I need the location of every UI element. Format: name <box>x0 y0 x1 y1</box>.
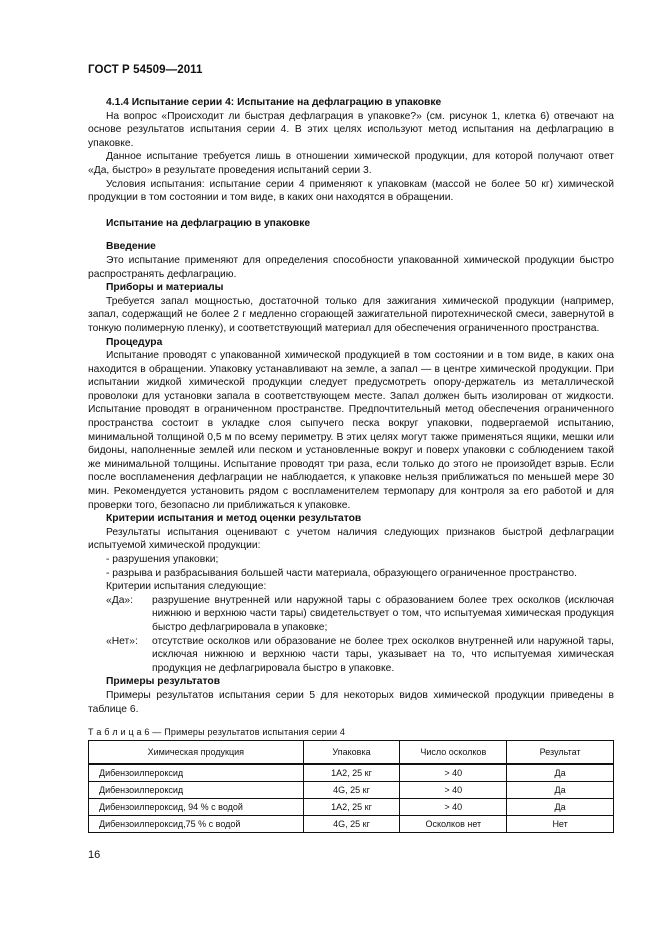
cell-result: Да <box>507 782 614 799</box>
column-header: Число осколков <box>400 741 507 765</box>
page-number: 16 <box>88 849 101 861</box>
table-caption: Т а б л и ц а 6 — Примеры результатов испытания серии 4 <box>88 727 346 737</box>
cell-packaging: 1A2, 25 кг <box>303 799 400 816</box>
table-row <box>89 816 614 833</box>
cell-fragments: > 40 <box>400 764 507 782</box>
criteria-list-intro: Критерии испытания следующие: <box>106 581 267 593</box>
examples-heading: Примеры результатов <box>106 676 221 688</box>
procedure-text: Испытание проводят с упакованной химической продукцией в том состоянии и в том виде, в каких она находится в обращении. Упаковку устанавливают на земле, а запал — в центре химической продукции. При испытании жидкой химической продукции следует предусмотреть опору-держатель из металлической проволоки для установки запала в соответствующем месте. Запал должен быть изолирован от жидкости. Испытание проводят в ограниченном пространстве. Предпочтительный метод обеспечения ограниченного пространства состоит в укладке слоя сыпучего песка вокруг упаковки, подвергаемой испытанию, минимальной толщиной 0,5 м по всему периметру. В этих целях могут также применяться ящики, мешки или бидоны, наполненные землей или песком и установленные вокруг и поверх упаковки с соблюдением такой же минимальной толщины. Испытание проводят три раза, если только до этого не произойдет взрыв. Если после воспламенения дефлаграции не наблюдается, к упаковке нельзя приближаться по меньшей мере 30 мин. Рекомендуется установить рядом с воспламенителем термопару для контроля за его работой и для проверки того, безопасно ли приближаться к упаковке. <box>88 350 614 511</box>
intro-heading: Введение <box>106 241 156 253</box>
intro-text: Это испытание применяют для определения способности упакованной химической продукции быстро распространять дефлаграцию. <box>88 254 614 280</box>
cell-packaging: 4G, 25 кг <box>303 816 400 833</box>
cell-result: Да <box>507 799 614 816</box>
materials-text: Требуется запал мощностью, достаточной только для зажигания химической продукции (например, запал, содержащий не более 2 г медленно сгорающей зажигательной пиротехнической смеси, завернутой в тонкую полимерную пленку), и соответствующий материал для обеспечения ограниченного пространства. <box>88 295 614 334</box>
criteria-item: - разрыва и разбрасывания большей части материала, образующего ограниченное пространство. <box>106 567 577 579</box>
cell-product: Дибензоилпероксид, 94 % с водой <box>89 799 304 816</box>
paragraph: На вопрос «Происходит ли быстрая дефлаграция в упаковке?» (см. рисунок 1, клетка 6) отвечают на основе результатов испытания серии 4. В этих целях используют метод испытания на дефлаграцию в упаковке. <box>88 110 614 149</box>
criterion-yes-label: «Да»: <box>106 594 134 606</box>
column-header: Результат <box>507 741 614 765</box>
cell-fragments: > 40 <box>400 782 507 799</box>
criterion-yes-text: разрушение внутренней или наружной тары с образованием более трех осколков (исключая нижнюю и верхнюю части тары) свидетельствует о том, что испытуемая химическая продукция быстро дефлагрировала в упаковке; <box>152 594 614 633</box>
table-header-row <box>89 741 614 765</box>
standard-code: ГОСТ Р 54509—2011 <box>88 64 203 76</box>
materials-heading: Приборы и материалы <box>106 282 224 294</box>
criterion-yes <box>88 594 614 635</box>
table-row <box>89 764 614 782</box>
criterion-no-text: отсутствие осколков или образование не более трех осколков внутренней или наружной тары, исключая нижнюю и верхнюю части тары, указывает на то, что испытуемая химическая продукция не дефлагрировала быстро в упаковке. <box>152 635 614 674</box>
cell-product: Дибензоилпероксид <box>89 764 304 782</box>
cell-fragments: > 40 <box>400 799 507 816</box>
cell-result: Да <box>507 764 614 782</box>
procedure-heading: Процедура <box>106 336 163 348</box>
page-content <box>88 96 614 716</box>
test-title: Испытание на дефлаграцию в упаковке <box>106 217 311 229</box>
paragraph: Данное испытание требуется лишь в отношении химической продукции, для которой получают ответ «Да, быстро» в результате проведения испытаний серии 3. <box>88 151 614 176</box>
table-row <box>89 782 614 799</box>
criteria-text: Результаты испытания оценивают с учетом наличия следующих признаков быстрой дефлаграции испытуемой химической продукции: <box>88 526 614 552</box>
criterion-no-label: «Нет»: <box>106 635 138 647</box>
column-header: Упаковка <box>303 741 400 765</box>
criterion-no <box>88 635 614 676</box>
cell-result: Нет <box>507 816 614 833</box>
cell-fragments: Осколков нет <box>400 816 507 833</box>
cell-packaging: 4G, 25 кг <box>303 782 400 799</box>
column-header: Химическая продукция <box>89 741 304 765</box>
cell-packaging: 1A2, 25 кг <box>303 764 400 782</box>
criteria-item: - разрушения упаковки; <box>106 554 219 565</box>
criteria-heading: Критерии испытания и метод оценки результатов <box>106 513 362 525</box>
paragraph: Условия испытания: испытание серии 4 применяют к упаковкам (массой не более 50 кг) химической продукции в том состоянии и том виде, в каких они находятся в обращении. <box>88 178 614 204</box>
table-row <box>89 799 614 816</box>
cell-product: Дибензоилпероксид <box>89 782 304 799</box>
examples-text: Примеры результатов испытания серии 5 для некоторых видов химической продукции приведены в таблице 6. <box>88 689 614 715</box>
section-heading: 4.1.4 Испытание серии 4: Испытание на дефлаграцию в упаковке <box>106 97 442 108</box>
cell-product: Дибензоилпероксид,75 % с водой <box>89 816 304 833</box>
results-table <box>88 740 614 833</box>
